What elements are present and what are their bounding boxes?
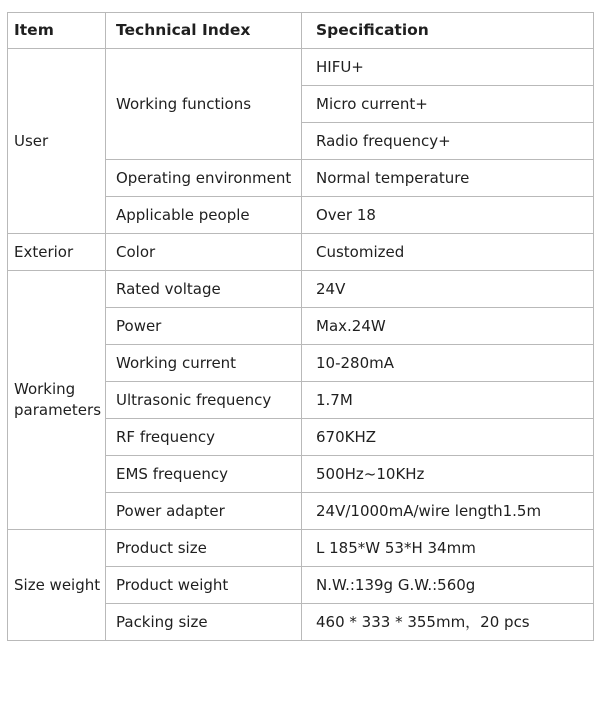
index-label: Working current: [106, 345, 302, 382]
header-technical-index: Technical Index: [106, 13, 302, 49]
index-working-functions: Working functions: [106, 49, 302, 160]
header-row: [8, 13, 594, 49]
index-label: EMS frequency: [106, 456, 302, 493]
table-row: [8, 49, 594, 86]
spec-value: L 185*W 53*H 34mm: [302, 530, 594, 567]
index-label: Rated voltage: [106, 271, 302, 308]
spec-value: 460 * 333 * 355mm，20 pcs: [302, 604, 594, 641]
spec-value: Micro current+: [302, 86, 594, 123]
spec-value: 1.7M: [302, 382, 594, 419]
spec-value: 24V: [302, 271, 594, 308]
header-item: Item: [8, 13, 106, 49]
index-operating-environment: Operating environment: [106, 160, 302, 197]
spec-value: Radio frequency+: [302, 123, 594, 160]
header-specification: Specification: [302, 13, 594, 49]
spec-value: Customized: [302, 234, 594, 271]
spec-value: 670KHZ: [302, 419, 594, 456]
spec-value: 500Hz~10KHz: [302, 456, 594, 493]
index-label: Product weight: [106, 567, 302, 604]
index-label: Packing size: [106, 604, 302, 641]
index-applicable-people: Applicable people: [106, 197, 302, 234]
index-label: Ultrasonic frequency: [106, 382, 302, 419]
index-label: Power: [106, 308, 302, 345]
table-row: [8, 530, 594, 567]
table-row: [8, 271, 594, 308]
index-label: RF frequency: [106, 419, 302, 456]
spec-value: Normal temperature: [302, 160, 594, 197]
spec-value: Max.24W: [302, 308, 594, 345]
specification-table: [7, 12, 594, 641]
index-color: Color: [106, 234, 302, 271]
spec-value: 24V/1000mA/wire length1.5m: [302, 493, 594, 530]
group-label-working-parameters: Working parameters: [8, 271, 106, 530]
group-label-user: User: [8, 49, 106, 234]
spec-value: N.W.:139g G.W.:560g: [302, 567, 594, 604]
group-label-exterior: Exterior: [8, 234, 106, 271]
spec-value: Over 18: [302, 197, 594, 234]
spec-value: HIFU+: [302, 49, 594, 86]
index-label: Power adapter: [106, 493, 302, 530]
index-label: Product size: [106, 530, 302, 567]
table-row: [8, 234, 594, 271]
group-label-size-weight: Size weight: [8, 530, 106, 641]
spec-value: 10-280mA: [302, 345, 594, 382]
